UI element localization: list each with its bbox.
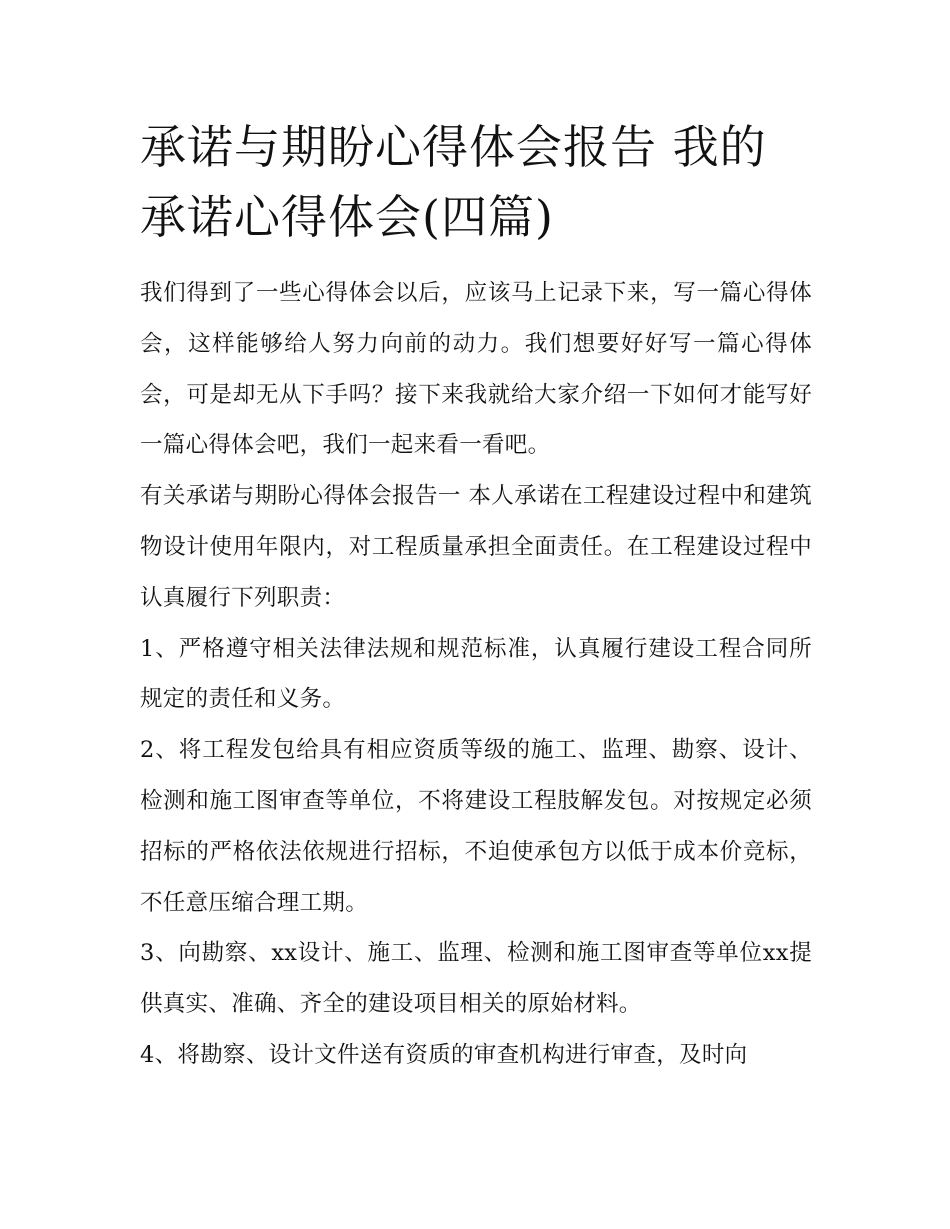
duty-item-2: 2、将工程发包给具有相应资质等级的施工、监理、勘察、设计、检测和施工图审查等单位，不将建设工程肢解发包。对按规定必须招标的严格依法依规进行招标，不迫使承包方以低于成本价竞标，不任意压缩合理工期。: [140, 737, 812, 916]
duty-item-1: 1、严格遵守相关法律法规和规范标准，认真履行建设工程合同所规定的责任和义务。: [140, 635, 812, 713]
duty-item-3: 3、向勘察、xx设计、施工、监理、检测和施工图审查等单位xx提供真实、准确、齐全的建设项目相关的原始材料。: [140, 940, 812, 1018]
intro-paragraph: 我们得到了一些心得体会以后，应该马上记录下来，写一篇心得体会，这样能够给人努力向前的动力。我们想要好好写一篇心得体会，可是却无从下手吗？接下来我就给大家介绍一下如何才能写好一篇心得体会吧，我们一起来看一看吧。: [140, 280, 812, 459]
document-content: [140, 112, 812, 1081]
document-title: 承诺与期盼心得体会报告 我的承诺心得体会(四篇): [140, 120, 767, 244]
section-paragraph: 有关承诺与期盼心得体会报告一 本人承诺在工程建设过程中和建筑物设计使用年限内，对工程质量承担全面责任。在工程建设过程中认真履行下列职责：: [140, 483, 812, 611]
duty-item-4: 4、将勘察、设计文件送有资质的审查机构进行审查，及时向: [140, 1041, 748, 1068]
document-body: [140, 268, 812, 1081]
